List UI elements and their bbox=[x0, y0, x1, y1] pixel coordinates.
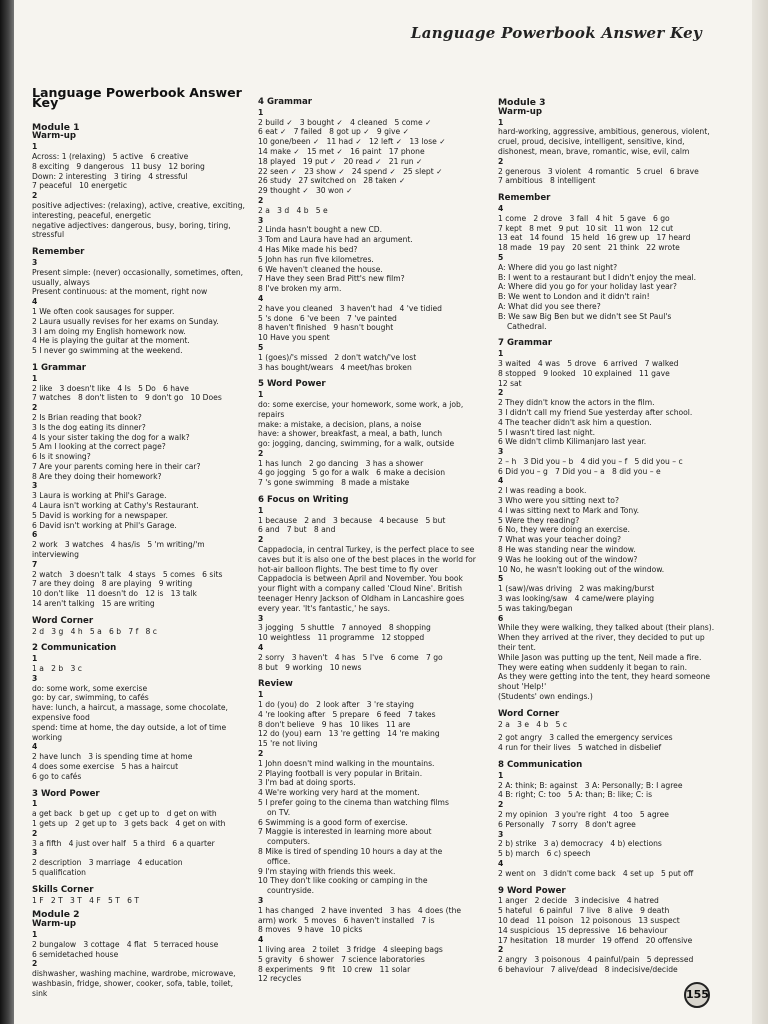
answer-line: 18 made 19 pay 20 sent 21 think 22 wrote bbox=[498, 243, 680, 253]
exercise-number: 4 bbox=[498, 858, 504, 868]
exercise-number: 3 bbox=[498, 447, 504, 457]
exercise-number: 2 bbox=[258, 195, 264, 205]
answer-line: go: jogging, dancing, swimming, for a walk, outside bbox=[258, 439, 455, 449]
answer-line: 2 build ✓ 3 bought ✓ 4 cleaned 5 come ✓ bbox=[258, 117, 432, 127]
exercise-number: 3 bbox=[32, 848, 38, 858]
answer-line: 8 exciting 9 dangerous 11 busy 12 boring bbox=[32, 161, 205, 171]
answer-line: 6 Is it snowing? bbox=[32, 452, 91, 462]
answer-line-continued: office. bbox=[267, 856, 291, 866]
answer-line: 5 hateful 6 painful 7 live 8 alive 9 death bbox=[498, 906, 670, 916]
answer-line: 6 Swimming is a good form of exercise. bbox=[258, 817, 408, 827]
exercise-number: 1 bbox=[32, 929, 38, 939]
exercise-number: 1 bbox=[32, 142, 38, 152]
answer-line: 8 experiments 9 fit 10 crew 11 solar bbox=[258, 964, 411, 974]
answer-line: 2 have lunch 3 is spending time at home bbox=[32, 752, 193, 762]
answer-line: 2 like 3 doesn't like 4 Is 5 Do 6 have bbox=[32, 383, 189, 393]
exercise-number: 1 bbox=[258, 505, 264, 515]
answer-line: 10 No, he wasn't looking out of the window. bbox=[498, 564, 665, 574]
answer-line: 6 and 7 but 8 and bbox=[258, 525, 336, 535]
exercise-number: 1 bbox=[258, 390, 264, 400]
answer-line: 4 go jogging 5 go for a walk 6 make a decision bbox=[258, 468, 446, 478]
answer-line: 6 Personally 7 sorry 8 don't agree bbox=[498, 819, 636, 829]
main-title: Language Powerbook Answer Key bbox=[32, 85, 242, 110]
exercise-number: 3 bbox=[498, 829, 504, 839]
answer-line: 5 's done 6 've been 7 've painted bbox=[258, 313, 397, 323]
answer-line: 2 bungalow 3 cottage 4 flat 5 terraced house bbox=[32, 939, 219, 949]
answer-line: 2 my opinion 3 you're right 4 too 5 agree bbox=[498, 809, 669, 819]
module-heading: Module 2 bbox=[32, 909, 80, 921]
answer-line: 9 I'm staying with friends this week. bbox=[258, 866, 396, 876]
answer-line: 3 Who were you sitting next to? bbox=[498, 496, 619, 506]
exercise-number: 1 bbox=[258, 690, 264, 700]
answer-line: 2 Is Brian reading that book? bbox=[32, 412, 142, 422]
answer-line: 29 thought ✓ 30 won ✓ bbox=[258, 186, 353, 196]
answer-line: 5 Were they reading? bbox=[498, 515, 580, 525]
answer-line: 2 Linda hasn't bought a new CD. bbox=[258, 225, 383, 235]
answer-line: 8 but 9 working 10 news bbox=[258, 662, 362, 672]
exercise-number: 2 bbox=[498, 156, 504, 166]
answer-line: While they were walking, they talked about (their plans). bbox=[498, 623, 715, 633]
section-heading: Review bbox=[258, 679, 293, 690]
answer-line: 1 because 2 and 3 because 4 because 5 but bbox=[258, 515, 446, 525]
answer-line: 1 F 2 T 3 T 4 F 5 T 6 T bbox=[32, 895, 139, 905]
answer-line: 2 a 3 e 4 b 5 c bbox=[498, 719, 568, 729]
section-heading: Warm-up bbox=[32, 131, 77, 142]
answer-line: A: Where did you go last night? bbox=[498, 262, 618, 272]
answer-line: 4 does some exercise 5 has a haircut bbox=[32, 762, 179, 771]
answer-line: 2 b) strike 3 a) democracy 4 b) elections bbox=[498, 839, 662, 849]
answer-line: 7 kept 8 met 9 put 10 sit 11 won 12 cut bbox=[498, 223, 674, 233]
answer-line: spend: time at home, the day outside, a lot of time working bbox=[32, 722, 229, 742]
answer-line: 2 I was reading a book. bbox=[498, 486, 587, 496]
answer-line: 3 I'm bad at doing sports. bbox=[258, 778, 356, 788]
answer-line: go: by car, swimming, to cafés bbox=[32, 693, 149, 703]
section-heading: Warm-up bbox=[32, 919, 77, 930]
answer-line: 1 has changed 2 have invented 3 has 4 does (the arm) work 5 moves 6 haven't installed 7 is bbox=[258, 905, 464, 925]
answer-line: 4 B: right; C: too 5 A: than; B: like; C: is bbox=[498, 790, 653, 800]
answer-line: Present continuous: at the moment, right now bbox=[32, 287, 208, 297]
module-heading: Module 3 bbox=[498, 97, 546, 108]
exercise-number: 1 bbox=[32, 799, 38, 809]
section-heading: Word Corner bbox=[32, 615, 94, 626]
answer-line: 8 stopped 9 looked 10 explained 11 gave bbox=[498, 368, 670, 378]
answer-line: B: We went to London and it didn't rain! bbox=[498, 292, 650, 302]
exercise-number: 4 bbox=[498, 476, 504, 486]
section-heading: 1 Grammar bbox=[32, 362, 87, 373]
answer-line-continued: Cathedral. bbox=[507, 321, 547, 331]
answer-line: 4 Laura isn't working at Cathy's Restaurant. bbox=[32, 501, 199, 511]
answer-line: 4 The teacher didn't ask him a question. bbox=[498, 417, 652, 427]
section-heading: 6 Focus on Writing bbox=[258, 495, 349, 506]
exercise-number: 2 bbox=[258, 535, 264, 545]
answer-line: 14 suspicious 15 depressive 16 behaviour bbox=[498, 925, 668, 935]
answer-line: Present simple: (never) occasionally, sometimes, often, usually, always bbox=[32, 267, 246, 287]
answer-line-continued: countryside. bbox=[267, 886, 315, 896]
exercise-number: 1 bbox=[258, 107, 264, 117]
answer-line: 10 dead 11 poison 12 poisonous 13 suspect bbox=[498, 915, 680, 925]
section-heading: 3 Word Power bbox=[32, 788, 100, 799]
exercise-number: 2 bbox=[498, 388, 504, 398]
exercise-number: 5 bbox=[498, 252, 504, 262]
section-heading: Remember bbox=[32, 247, 85, 258]
answer-line: 4 We're working very hard at the moment. bbox=[258, 788, 420, 798]
answer-line: 3 was looking/saw 4 came/were playing bbox=[498, 594, 655, 604]
exercise-number: 3 bbox=[258, 215, 264, 225]
answer-line: 2 Laura usually revises for her exams on Sunday. bbox=[32, 316, 219, 326]
answer-line: have: a shower, breakfast, a meal, a bath, lunch bbox=[258, 429, 443, 439]
answer-line: 1 a 2 b 3 c bbox=[32, 664, 82, 674]
answer-line: 12 do (you) earn 13 're getting 14 're making bbox=[258, 729, 440, 739]
answer-line: 8 don't believe 9 has 10 likes 11 are bbox=[258, 719, 411, 729]
answer-line: 7 What was your teacher doing? bbox=[498, 535, 622, 545]
answer-line: 6 eat ✓ 7 failed 8 got up ✓ 9 give ✓ bbox=[258, 127, 409, 137]
section-heading: 7 Grammar bbox=[498, 338, 553, 349]
answer-line: 2 angry 3 poisonous 4 painful/pain 5 depressed bbox=[498, 955, 694, 965]
exercise-number: 2 bbox=[498, 800, 504, 810]
answer-line: 1 (saw)/was driving 2 was making/burst bbox=[498, 584, 655, 594]
answer-line: 6 No, they were doing an exercise. bbox=[498, 525, 630, 535]
section-heading: 8 Communication bbox=[498, 760, 583, 770]
exercise-number: 4 bbox=[32, 297, 38, 307]
answer-line: 5 qualification bbox=[32, 867, 86, 877]
answer-line: A: Where did you go for your holiday last year? bbox=[498, 282, 677, 292]
answer-line: make: a mistake, a decision, plans, a noise bbox=[258, 419, 422, 429]
answer-line: negative adjectives: dangerous, busy, boring, tiring, stressful bbox=[32, 220, 234, 240]
answer-line: 2 generous 3 violent 4 romantic 5 cruel 6 brave bbox=[498, 166, 699, 176]
answer-line: 8 moves 9 have 10 picks bbox=[258, 925, 363, 935]
answer-line: 6 We haven't cleaned the house. bbox=[258, 264, 383, 274]
answer-line: While Jason was putting up the tent, Neil made a fire. bbox=[498, 652, 702, 662]
answer-line: 8 haven't finished 9 hasn't bought bbox=[258, 323, 394, 333]
answer-line: 7 Have they seen Brad Pitt's new film? bbox=[258, 274, 405, 284]
exercise-number: 3 bbox=[32, 481, 38, 491]
answer-line: 15 're not living bbox=[258, 739, 318, 749]
page-edge bbox=[752, 0, 768, 1024]
answer-line: 14 aren't talking 15 are writing bbox=[32, 599, 155, 609]
answer-line: 5 I wasn't tired last night. bbox=[498, 427, 596, 437]
answer-line: 7 peaceful 10 energetic bbox=[32, 181, 128, 191]
answer-line: a get back b get up c get up to d get on with bbox=[32, 809, 217, 819]
answer-line: 5 b) march 6 c) speech bbox=[498, 849, 591, 859]
answer-key-page bbox=[14, 0, 768, 1024]
exercise-number: 4 bbox=[32, 742, 38, 752]
answer-line: 6 David isn't working at Phil's Garage. bbox=[32, 520, 177, 530]
answer-line: 2 have you cleaned 3 haven't had 4 've tidied bbox=[258, 303, 442, 313]
answer-line: 7 Maggie is interested in learning more about bbox=[258, 827, 432, 837]
answer-line: 2 d 3 g 4 h 5 a 6 b 7 f 8 c bbox=[32, 626, 157, 636]
answer-line: 2 watch 3 doesn't talk 4 stays 5 comes 6 sits bbox=[32, 569, 223, 579]
answer-line: have: lunch, a haircut, a massage, some chocolate, expensive food bbox=[32, 703, 231, 723]
book-spine-shadow bbox=[0, 0, 14, 1024]
exercise-number: 1 bbox=[32, 373, 38, 383]
answer-line: 5 was taking/began bbox=[498, 603, 573, 613]
answer-line: B: We saw Big Ben but we didn't see St Paul's bbox=[498, 311, 672, 321]
running-header: Language Powerbook Answer Key bbox=[410, 24, 702, 42]
section-heading: 5 Word Power bbox=[258, 379, 326, 390]
answer-line: Cappadocia, in central Turkey, is the perfect place to see caves but it is also one of the best places in the world for hot-air balloon flights. The best time to fly over Cappadocia is between April and November. You book your flight with a company called 'Cloud Nine'. British teenager Henry Jackson of Oldham in Lancashire goes every year. 'It's fantastic,' he says. bbox=[258, 545, 479, 613]
answer-line: 1 do (you) do 2 look after 3 're staying bbox=[258, 700, 414, 710]
exercise-number: 1 bbox=[498, 770, 504, 780]
column-right bbox=[498, 93, 720, 975]
answer-line: 8 I've broken my arm. bbox=[258, 284, 342, 294]
exercise-number: 3 bbox=[258, 613, 264, 623]
answer-line: Down: 2 interesting 3 tiring 4 stressful bbox=[32, 171, 188, 181]
exercise-number: 2 bbox=[258, 448, 264, 458]
answer-line: 5 John has run five kilometres. bbox=[258, 254, 374, 264]
answer-line: 12 sat bbox=[498, 378, 522, 388]
answer-line: 1 We often cook sausages for supper. bbox=[32, 306, 175, 316]
section-heading: 2 Communication bbox=[32, 643, 117, 654]
answer-line: 8 Are they doing their homework? bbox=[32, 471, 162, 481]
answer-line: 2 went on 3 didn't come back 4 set up 5 put off bbox=[498, 868, 694, 878]
answer-line: 3 I didn't call my friend Sue yesterday after school. bbox=[498, 407, 693, 417]
answer-line: 3 Is the dog eating its dinner? bbox=[32, 422, 146, 432]
answer-line: 7 watches 8 don't listen to 9 don't go 10 Does bbox=[32, 393, 222, 403]
answer-line: positive adjectives: (relaxing), active, creative, exciting, interesting, peaceful, energetic bbox=[32, 200, 248, 220]
answer-line: 2 A: think; B: against 3 A: Personally; B: I agree bbox=[498, 780, 683, 790]
answer-line: 5 Am I looking at the correct page? bbox=[32, 442, 166, 452]
answer-line: 4 I was sitting next to Mark and Tony. bbox=[498, 505, 640, 515]
exercise-number: 5 bbox=[498, 574, 504, 584]
answer-line: 2 a 3 d 4 b 5 e bbox=[258, 205, 328, 215]
answer-line: 4 run for their lives 5 watched in disbelief bbox=[498, 743, 662, 753]
answer-line: 3 a fifth 4 just over half 5 a third 6 a quarter bbox=[32, 838, 215, 848]
answer-line: 10 don't like 11 doesn't do 12 is 13 talk bbox=[32, 589, 197, 599]
answer-line: do: some exercise, your homework, some work, a job, repairs bbox=[258, 399, 466, 419]
answer-line: 1 has lunch 2 go dancing 3 has a shower bbox=[258, 458, 424, 468]
section-heading: 9 Word Power bbox=[498, 885, 566, 896]
answer-line: 17 hesitation 18 murder 19 offend 20 offensive bbox=[498, 935, 693, 945]
page-number: 155 bbox=[684, 982, 710, 1008]
answer-line: 3 jogging 5 shuttle 7 annoyed 8 shopping bbox=[258, 623, 431, 633]
exercise-number: 7 bbox=[32, 559, 38, 569]
answer-line: hard-working, aggressive, ambitious, generous, violent, cruel, proud, decisive, intelligent, sensitive, kind, dishonest, mean, brave, romantic, wise, evil, calm bbox=[498, 127, 713, 156]
section-heading: Remember bbox=[498, 193, 551, 204]
section-heading: Skills Corner bbox=[32, 884, 94, 895]
answer-line: 5 I never go swimming at the weekend. bbox=[32, 346, 183, 356]
answer-line: B: I went to a restaurant but I didn't enjoy the meal. bbox=[498, 272, 697, 282]
answer-line: 3 Tom and Laura have had an argument. bbox=[258, 235, 413, 245]
exercise-number: 2 bbox=[258, 749, 264, 758]
answer-line: 1 gets up 2 get up to 3 gets back 4 get on with bbox=[32, 818, 226, 828]
answer-line-continued: computers. bbox=[267, 837, 310, 847]
answer-line: 5 I prefer going to the cinema than watching films bbox=[258, 797, 449, 807]
column-middle bbox=[258, 90, 480, 984]
section-heading: Word Corner bbox=[498, 708, 560, 719]
answer-line: 13 eat 14 found 15 held 16 grew up 17 heard bbox=[498, 233, 691, 243]
exercise-number: 2 bbox=[32, 959, 38, 969]
answer-line: 5 David is working for a newspaper. bbox=[32, 510, 168, 520]
answer-line: 6 Did you – g 7 Did you – a 8 did you – e bbox=[498, 466, 661, 476]
exercise-number: 1 bbox=[32, 654, 38, 664]
answer-line: 26 study 27 switched on 28 taken ✓ bbox=[258, 176, 406, 186]
answer-line: 2 work 3 watches 4 has/is 5 'm writing/'m interviewing bbox=[32, 540, 208, 560]
answer-line: 9 Was he looking out of the window? bbox=[498, 554, 638, 564]
exercise-number: 5 bbox=[258, 342, 264, 352]
answer-line: 10 Have you spent bbox=[258, 333, 330, 343]
exercise-number: 6 bbox=[32, 530, 38, 540]
answer-line: (Students' own endings.) bbox=[498, 692, 593, 702]
answer-line: 10 They don't like cooking or camping in the bbox=[258, 876, 428, 886]
answer-line: 6 We didn't climb Kilimanjaro last year. bbox=[498, 437, 647, 447]
answer-line: 2 sorry 3 haven't 4 has 5 I've 6 come 7 go bbox=[258, 652, 443, 662]
answer-line: 22 seen ✓ 23 show ✓ 24 spend ✓ 25 slept ✓ bbox=[258, 166, 443, 176]
answer-line: 3 has bought/wears 4 meet/has broken bbox=[258, 362, 412, 372]
answer-line: 14 make ✓ 15 met ✓ 16 paint 17 phone bbox=[258, 146, 425, 156]
answer-line: 10 weightless 11 programme 12 stopped bbox=[258, 633, 425, 643]
exercise-number: 2 bbox=[32, 191, 38, 201]
answer-line: 2 description 3 marriage 4 education bbox=[32, 858, 183, 868]
exercise-number: 4 bbox=[258, 643, 264, 653]
answer-line: 2 – h 3 Did you – b 4 did you – f 5 did you – c bbox=[498, 456, 683, 466]
answer-line: 7 ambitious 8 intelligent bbox=[498, 176, 596, 186]
answer-line: 1 come 2 drove 3 fall 4 hit 5 gave 6 go bbox=[498, 213, 670, 223]
answer-line: 1 anger 2 decide 3 indecisive 4 hatred bbox=[498, 896, 659, 906]
section-heading: 4 Grammar bbox=[258, 97, 313, 107]
exercise-number: 4 bbox=[258, 293, 264, 303]
exercise-number: 4 bbox=[498, 203, 504, 213]
answer-line: 1 (goes)/'s missed 2 don't watch/'ve lost bbox=[258, 352, 417, 362]
module-heading: Module 1 bbox=[32, 121, 80, 133]
exercise-number: 6 bbox=[498, 613, 504, 623]
answer-line: They were eating when suddenly it began to rain. bbox=[498, 662, 688, 672]
exercise-number: 3 bbox=[32, 673, 38, 683]
answer-line: 6 behaviour 7 alive/dead 8 indecisive/decide bbox=[498, 964, 678, 974]
exercise-number: 2 bbox=[32, 828, 38, 838]
answer-line: do: some work, some exercise bbox=[32, 683, 148, 693]
answer-line: 8 Mike is tired of spending 10 hours a day at the bbox=[258, 846, 443, 856]
section-heading: Warm-up bbox=[498, 106, 543, 117]
answer-line: 1 living area 2 toilet 3 fridge 4 sleeping bags bbox=[258, 944, 443, 954]
answer-line: 10 gone/been ✓ 11 had ✓ 12 left ✓ 13 lose ✓ bbox=[258, 137, 446, 147]
answer-line: 3 I am doing my English homework now. bbox=[32, 326, 186, 336]
answer-line-continued: on TV. bbox=[267, 807, 291, 817]
exercise-number: 1 bbox=[498, 349, 504, 359]
answer-line: 1 John doesn't mind walking in the mountains. bbox=[258, 758, 435, 768]
answer-line: A: What did you see there? bbox=[498, 301, 601, 311]
answer-line: 4 He is playing the guitar at the moment. bbox=[32, 336, 190, 346]
answer-line: 5 gravity 6 shower 7 science laboratories bbox=[258, 954, 425, 964]
exercise-number: 3 bbox=[32, 257, 38, 267]
answer-line: 7 Are your parents coming here in their car? bbox=[32, 461, 201, 471]
exercise-number: 3 bbox=[258, 895, 264, 905]
answer-line: 12 recycles bbox=[258, 974, 302, 984]
column-left bbox=[32, 85, 250, 999]
answer-line: 4 're looking after 5 prepare 6 feed 7 takes bbox=[258, 709, 436, 719]
answer-line: As they were getting into the tent, they heard someone shout 'Help!' bbox=[498, 672, 713, 692]
exercise-number: 1 bbox=[498, 117, 504, 127]
exercise-number: 2 bbox=[32, 403, 38, 413]
answer-line: Across: 1 (relaxing) 5 active 6 creative bbox=[32, 151, 189, 161]
answer-line: 18 played 19 put ✓ 20 read ✓ 21 run ✓ bbox=[258, 156, 423, 166]
answer-line: 4 Has Mike made his bed? bbox=[258, 244, 358, 254]
answer-line: dishwasher, washing machine, wardrobe, microwave, washbasin, fridge, shower, cooker, sofa, table, toilet, sink bbox=[32, 969, 238, 998]
answer-line: 3 Laura is working at Phil's Garage. bbox=[32, 491, 167, 501]
answer-line: 3 waited 4 was 5 drove 6 arrived 7 walked bbox=[498, 358, 679, 368]
exercise-number: 4 bbox=[258, 935, 264, 945]
answer-line: 2 Playing football is very popular in Britain. bbox=[258, 768, 423, 778]
answer-line: 7 's gone swimming 8 made a mistake bbox=[258, 478, 410, 488]
answer-line: 8 He was standing near the window. bbox=[498, 545, 636, 555]
answer-line: 2 got angry 3 called the emergency services bbox=[498, 733, 673, 743]
answer-line: 6 semidetached house bbox=[32, 949, 119, 959]
answer-line: 7 are they doing 8 are playing 9 writing bbox=[32, 579, 193, 589]
answer-line: 2 They didn't know the actors in the film. bbox=[498, 398, 655, 408]
answer-line: 4 Is your sister taking the dog for a walk? bbox=[32, 432, 190, 442]
exercise-number: 2 bbox=[498, 945, 504, 955]
answer-line: When they arrived at the river, they decided to put up their tent. bbox=[498, 633, 708, 653]
answer-line: 6 go to cafés bbox=[32, 771, 82, 781]
